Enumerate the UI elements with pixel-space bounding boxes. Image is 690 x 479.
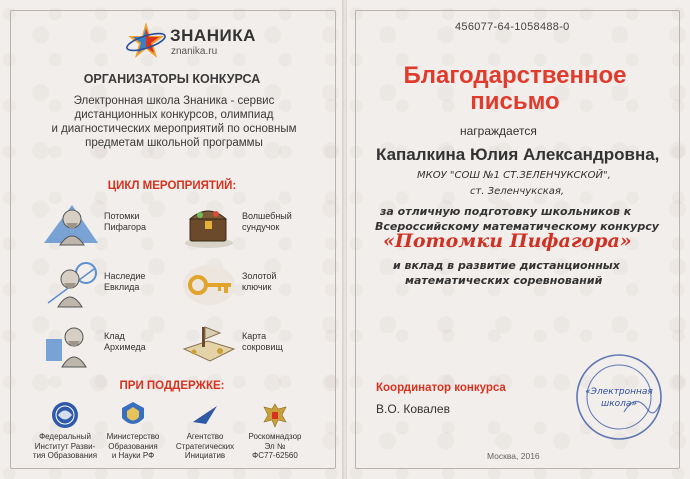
reason-line: за отличную подготовку школьников к	[380, 205, 632, 218]
partner-roskomnadzor	[240, 400, 310, 461]
logo-name: ЗНАНИКА	[170, 26, 256, 45]
treasure-chest-icon	[180, 199, 238, 249]
golden-key-icon	[180, 259, 238, 309]
event-pythagoras	[42, 199, 192, 255]
coordinator-name: В.О. Ковалев	[376, 402, 450, 416]
stamp-text: «Электронная	[585, 387, 653, 397]
event-label: Золотой	[242, 271, 277, 281]
reason-line: Всероссийскому математическому конкурсу	[375, 220, 659, 233]
event-label: Пифагора	[104, 222, 147, 232]
organizers-description-line: Электронная школа Знаника - сервис	[73, 95, 275, 107]
event-label: сокровищ	[242, 342, 283, 352]
partner-label: и Науки РФ	[111, 451, 155, 460]
organizers-description-line: и диагностических мероприятий по основным	[51, 123, 297, 135]
znanika-logo	[124, 20, 274, 60]
event-label: Потомки	[104, 211, 140, 221]
reason-line: математических соревнований	[405, 274, 603, 287]
partner-asi	[170, 400, 240, 461]
left-page	[0, 0, 344, 479]
event-magic-chest	[180, 199, 330, 255]
partner-label: Инициатив	[184, 451, 226, 460]
organizers-title: ОРГАНИЗАТОРЫ КОНКУРСА	[83, 72, 261, 86]
archimedes-portrait-icon	[42, 319, 100, 369]
cycle-title: ЦИКЛ МЕРОПРИЯТИЙ:	[107, 180, 237, 192]
euclid-portrait-icon	[42, 259, 100, 309]
partner-label: Роскомнадзор	[248, 432, 302, 441]
partner-label: Образования	[108, 441, 158, 451]
certificate-serial: 456077-64-1058488-0	[455, 21, 570, 33]
certificate-title-line: Благодарственное	[403, 62, 627, 89]
stamp-text: школа»	[601, 399, 637, 409]
event-label: Волшебный	[242, 211, 292, 221]
event-label: Наследие	[104, 271, 146, 281]
event-label: сундучок	[242, 222, 280, 232]
partner-label: Институт Разви-	[34, 441, 96, 451]
event-label: ключик	[242, 282, 272, 292]
ministry-emblem-icon	[118, 400, 148, 430]
asi-logo-icon	[190, 400, 220, 430]
event-label: Карта	[242, 331, 267, 341]
event-euclid	[42, 259, 192, 315]
partner-label: тия Образования	[32, 451, 98, 460]
event-label: Евклида	[104, 282, 140, 292]
partner-label: Федеральный	[39, 432, 91, 441]
organizers-description	[20, 94, 328, 150]
event-label: Архимеда	[104, 342, 146, 352]
coordinator-label: Координатор конкурса	[376, 382, 506, 394]
partner-label: ФС77-62560	[252, 451, 298, 460]
treasure-map-icon	[180, 319, 238, 369]
partner-label: Эл №	[264, 441, 286, 451]
organizers-description-line: дистанционных конкурсов, олимпиад	[74, 109, 274, 121]
event-golden-key	[180, 259, 330, 315]
certificate-title-line: письмо	[470, 88, 560, 115]
partner-label: Стратегических	[175, 441, 235, 451]
event-treasure-map	[180, 319, 330, 375]
organizers-description-line: предметам школьной программы	[85, 137, 263, 149]
russian-eagle-icon	[260, 400, 290, 430]
partner-ministry	[98, 400, 168, 461]
village-name: ст. Зеленчукская,	[470, 186, 565, 197]
event-label: Клад	[104, 331, 125, 341]
support-title: ПРИ ПОДДЕРЖКЕ:	[119, 380, 225, 392]
city-year: Москва, 2016	[487, 451, 540, 461]
partner-label: Министерство	[106, 432, 160, 441]
awarded-text: награждается	[460, 124, 537, 138]
reason-line: и вклад в развитие дистанционных	[393, 259, 620, 272]
contest-name: «Потомки Пифагора»	[383, 230, 632, 252]
school-stamp-icon	[574, 352, 664, 442]
pythagoras-portrait-icon	[42, 199, 100, 249]
logo-star-icon	[124, 20, 168, 60]
recipient-name: Капалкина Юлия Александровна,	[376, 145, 660, 164]
event-archimedes	[42, 319, 192, 375]
partner-label: Агентство	[186, 432, 224, 441]
school-name: МКОУ "СОШ №1 СТ.ЗЕЛЕНЧУКСКОЙ",	[417, 170, 611, 181]
partner-firo	[30, 400, 100, 461]
logo-site: znanika.ru	[171, 46, 218, 57]
firo-emblem-icon	[50, 400, 80, 430]
